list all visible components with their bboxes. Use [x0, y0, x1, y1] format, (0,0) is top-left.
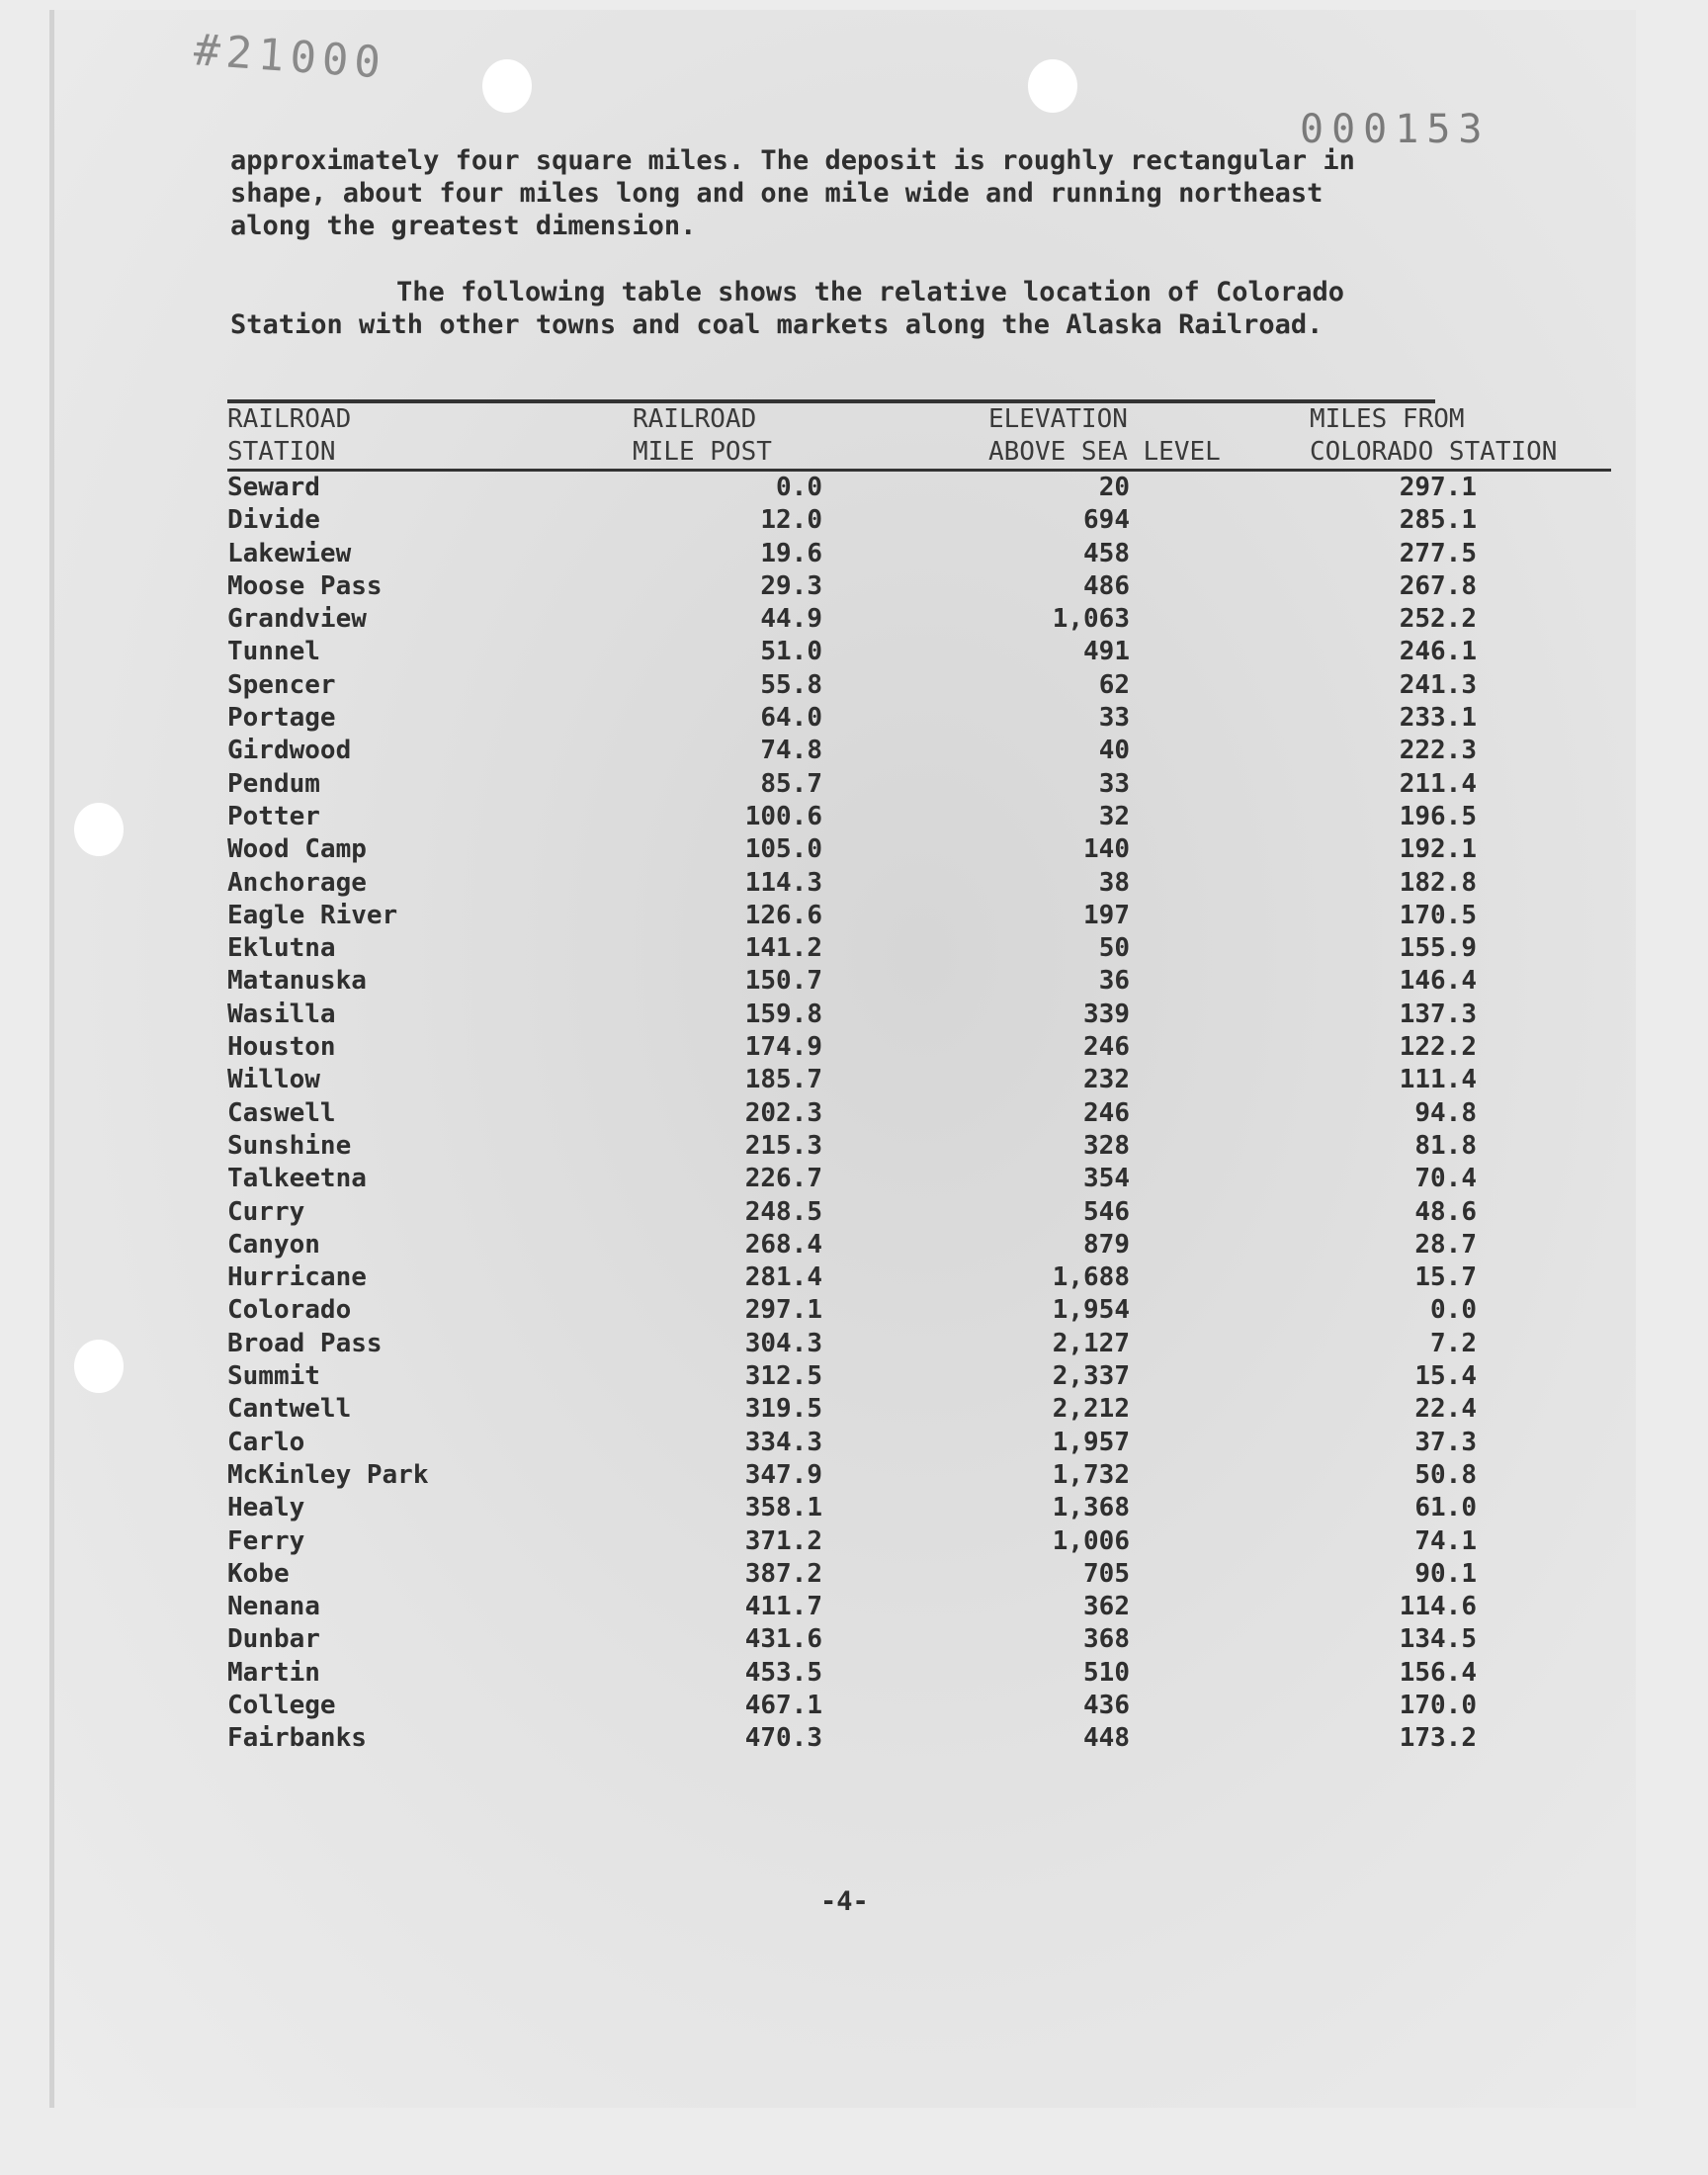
station-cell: Eklutna	[227, 933, 336, 964]
table-row	[227, 833, 1611, 866]
mile-post-cell: 74.8	[760, 736, 822, 766]
table-row	[227, 932, 1611, 965]
station-cell: Canyon	[227, 1229, 320, 1260]
miles-from-cell: 94.8	[1414, 1097, 1477, 1128]
mile-post-cell: 411.7	[744, 1592, 822, 1622]
mile-post-cell: 0.0	[776, 473, 822, 502]
table-row	[227, 1130, 1611, 1163]
table-intro-paragraph: The following table shows the relative location of Colorado Station with other towns and coal markets along the Alaska Railroad.	[230, 277, 1345, 340]
table-row	[227, 1163, 1611, 1195]
header-elevation-line2: ABOVE SEA LEVEL	[988, 437, 1221, 467]
miles-from-cell: 222.3	[1399, 736, 1477, 766]
miles-from-cell: 90.1	[1414, 1558, 1477, 1589]
elevation-cell: 246	[1083, 1032, 1130, 1063]
station-cell: Willow	[227, 1065, 320, 1095]
elevation-cell: 33	[1098, 703, 1130, 734]
station-cell: Caswell	[227, 1097, 336, 1128]
station-table-container	[227, 399, 1558, 1756]
miles-from-cell: 48.6	[1414, 1196, 1477, 1227]
elevation-cell: 510	[1083, 1657, 1130, 1688]
mile-post-cell: 19.6	[760, 538, 822, 568]
miles-from-cell: 170.5	[1399, 900, 1477, 930]
miles-from-cell: 134.5	[1399, 1624, 1477, 1655]
station-cell: Kobe	[227, 1558, 290, 1589]
mile-post-cell: 64.0	[760, 703, 822, 734]
elevation-cell: 20	[1098, 473, 1130, 502]
station-cell: Seward	[227, 473, 320, 502]
mile-post-cell: 44.9	[760, 604, 822, 635]
elevation-cell: 36	[1098, 966, 1130, 997]
punch-hole-top-left	[482, 59, 532, 113]
mile-post-cell: 141.2	[744, 933, 822, 964]
mile-post-cell: 387.2	[744, 1558, 822, 1589]
station-cell: Pendum	[227, 768, 320, 799]
header-mile-post-line2: MILE POST	[633, 437, 772, 467]
elevation-cell: 246	[1083, 1097, 1130, 1128]
table-row	[227, 1722, 1611, 1755]
station-cell: Carlo	[227, 1427, 305, 1457]
table-body	[227, 469, 1611, 1756]
mile-post-cell: 467.1	[744, 1690, 822, 1720]
mile-post-cell: 55.8	[760, 669, 822, 700]
page-number: -4-	[820, 1886, 869, 1917]
header-elevation	[901, 403, 1253, 469]
station-cell: Hurricane	[227, 1262, 367, 1293]
elevation-cell: 694	[1083, 505, 1130, 536]
header-miles-from	[1253, 403, 1611, 469]
table-row	[227, 1558, 1611, 1591]
header-station-line1: RAILROAD	[227, 404, 352, 434]
miles-from-cell: 114.6	[1399, 1592, 1477, 1622]
miles-from-cell: 170.0	[1399, 1690, 1477, 1720]
table-row	[227, 504, 1611, 537]
station-cell: Eagle River	[227, 900, 398, 930]
table-row	[227, 472, 1611, 504]
table-row	[227, 1427, 1611, 1459]
table-row	[227, 1328, 1611, 1360]
miles-from-cell: 211.4	[1399, 768, 1477, 799]
table-row	[227, 1360, 1611, 1393]
mile-post-cell: 159.8	[744, 999, 822, 1029]
elevation-cell: 62	[1098, 669, 1130, 700]
elevation-cell: 50	[1098, 933, 1130, 964]
station-cell: Spencer	[227, 669, 336, 700]
station-cell: Fairbanks	[227, 1723, 367, 1754]
table-row	[227, 999, 1611, 1031]
elevation-cell: 1,063	[1052, 604, 1130, 635]
elevation-cell: 546	[1083, 1196, 1130, 1227]
mile-post-cell: 126.6	[744, 900, 822, 930]
table-row	[227, 1229, 1611, 1262]
miles-from-cell: 277.5	[1399, 538, 1477, 568]
punch-hole-top-right	[1028, 59, 1077, 113]
table-row	[227, 1492, 1611, 1524]
elevation-cell: 458	[1083, 538, 1130, 568]
table-row	[227, 1262, 1611, 1294]
header-mile-post	[544, 403, 901, 469]
miles-from-cell: 7.2	[1430, 1328, 1477, 1358]
miles-from-cell: 285.1	[1399, 505, 1477, 536]
mile-post-cell: 281.4	[744, 1262, 822, 1293]
elevation-cell: 448	[1083, 1723, 1130, 1754]
miles-from-cell: 50.8	[1414, 1459, 1477, 1490]
miles-from-cell: 15.7	[1414, 1262, 1477, 1293]
elevation-cell: 1,006	[1052, 1525, 1130, 1556]
mile-post-cell: 215.3	[744, 1130, 822, 1161]
elevation-cell: 2,337	[1052, 1361, 1130, 1392]
miles-from-cell: 81.8	[1414, 1130, 1477, 1161]
miles-from-cell: 173.2	[1399, 1723, 1477, 1754]
header-miles-from-line1: MILES FROM	[1310, 404, 1465, 434]
table-row	[227, 1591, 1611, 1623]
station-cell: College	[227, 1690, 336, 1720]
miles-from-cell: 252.2	[1399, 604, 1477, 635]
elevation-cell: 2,127	[1052, 1328, 1130, 1358]
document-stamp-number: 000153	[1300, 107, 1491, 152]
mile-post-cell: 453.5	[744, 1657, 822, 1688]
station-cell: Sunshine	[227, 1130, 352, 1161]
mile-post-cell: 185.7	[744, 1065, 822, 1095]
miles-from-cell: 37.3	[1414, 1427, 1477, 1457]
station-cell: Cantwell	[227, 1394, 352, 1425]
elevation-cell: 339	[1083, 999, 1130, 1029]
elevation-cell: 1,732	[1052, 1459, 1130, 1490]
station-cell: Houston	[227, 1032, 336, 1063]
elevation-cell: 436	[1083, 1690, 1130, 1720]
miles-from-cell: 241.3	[1399, 669, 1477, 700]
mile-post-cell: 358.1	[744, 1493, 822, 1523]
elevation-cell: 140	[1083, 834, 1130, 865]
elevation-cell: 1,957	[1052, 1427, 1130, 1457]
table-row	[227, 538, 1611, 570]
elevation-cell: 705	[1083, 1558, 1130, 1589]
header-miles-from-line2: COLORADO STATION	[1310, 437, 1558, 467]
station-cell: Healy	[227, 1493, 305, 1523]
table-row	[227, 1196, 1611, 1229]
miles-from-cell: 61.0	[1414, 1493, 1477, 1523]
miles-from-cell: 22.4	[1414, 1394, 1477, 1425]
table-row	[227, 1031, 1611, 1064]
mile-post-cell: 202.3	[744, 1097, 822, 1128]
mile-post-cell: 248.5	[744, 1196, 822, 1227]
elevation-cell: 32	[1098, 801, 1130, 831]
station-cell: Matanuska	[227, 966, 367, 997]
miles-from-cell: 246.1	[1399, 637, 1477, 667]
mile-post-cell: 174.9	[744, 1032, 822, 1063]
intro-paragraph: approximately four square miles. The deposit is roughly rectangular in shape, about four miles long and one mile wide and running northeast along the greatest dimension.	[230, 145, 1355, 241]
mile-post-cell: 371.2	[744, 1525, 822, 1556]
station-cell: Divide	[227, 505, 320, 536]
table-row	[227, 702, 1611, 735]
elevation-cell: 879	[1083, 1229, 1130, 1260]
header-station-line2: STATION	[227, 437, 336, 467]
header-mile-post-line1: RAILROAD	[633, 404, 757, 434]
miles-from-cell: 70.4	[1414, 1164, 1477, 1194]
station-cell: Dunbar	[227, 1624, 320, 1655]
station-cell: Anchorage	[227, 867, 367, 898]
mile-post-cell: 334.3	[744, 1427, 822, 1457]
table-row	[227, 1064, 1611, 1096]
elevation-cell: 368	[1083, 1624, 1130, 1655]
elevation-cell: 1,954	[1052, 1295, 1130, 1326]
mile-post-cell: 150.7	[744, 966, 822, 997]
station-cell: Grandview	[227, 604, 367, 635]
mile-post-cell: 114.3	[744, 867, 822, 898]
header-elevation-line1: ELEVATION	[988, 404, 1128, 434]
table-row	[227, 570, 1611, 603]
mile-post-cell: 105.0	[744, 834, 822, 865]
miles-from-cell: 0.0	[1430, 1295, 1477, 1326]
station-cell: Potter	[227, 801, 320, 831]
miles-from-cell: 196.5	[1399, 801, 1477, 831]
station-cell: Portage	[227, 703, 336, 734]
table-row	[227, 1097, 1611, 1130]
miles-from-cell: 146.4	[1399, 966, 1477, 997]
table-row	[227, 669, 1611, 702]
handwritten-number: #21000	[192, 25, 388, 89]
elevation-cell: 38	[1098, 867, 1130, 898]
table-row	[227, 867, 1611, 900]
table-row	[227, 636, 1611, 668]
table-row	[227, 1393, 1611, 1426]
page-edge	[49, 10, 54, 2108]
miles-from-cell: 156.4	[1399, 1657, 1477, 1688]
table-row	[227, 768, 1611, 801]
table-row	[227, 1690, 1611, 1722]
mile-post-cell: 431.6	[744, 1624, 822, 1655]
mile-post-cell: 100.6	[744, 801, 822, 831]
station-cell: Moose Pass	[227, 570, 383, 601]
miles-from-cell: 297.1	[1399, 473, 1477, 502]
elevation-cell: 328	[1083, 1130, 1130, 1161]
mile-post-cell: 319.5	[744, 1394, 822, 1425]
miles-from-cell: 233.1	[1399, 703, 1477, 734]
table-row	[227, 1657, 1611, 1690]
table-row	[227, 1459, 1611, 1492]
elevation-cell: 486	[1083, 570, 1130, 601]
miles-from-cell: 74.1	[1414, 1525, 1477, 1556]
station-cell: Summit	[227, 1361, 320, 1392]
miles-from-cell: 192.1	[1399, 834, 1477, 865]
elevation-cell: 491	[1083, 637, 1130, 667]
station-cell: Nenana	[227, 1592, 320, 1622]
mile-post-cell: 297.1	[744, 1295, 822, 1326]
station-cell: Wood Camp	[227, 834, 367, 865]
station-cell: Martin	[227, 1657, 320, 1688]
elevation-cell: 33	[1098, 768, 1130, 799]
header-station	[227, 403, 544, 469]
elevation-cell: 1,368	[1052, 1493, 1130, 1523]
station-cell: Ferry	[227, 1525, 305, 1556]
station-cell: McKinley Park	[227, 1459, 429, 1490]
miles-from-cell: 111.4	[1399, 1065, 1477, 1095]
station-cell: Colorado	[227, 1295, 352, 1326]
table-row	[227, 735, 1611, 767]
station-cell: Broad Pass	[227, 1328, 383, 1358]
elevation-cell: 197	[1083, 900, 1130, 930]
mile-post-cell: 51.0	[760, 637, 822, 667]
station-cell: Wasilla	[227, 999, 336, 1029]
table-row	[227, 965, 1611, 998]
station-cell: Curry	[227, 1196, 305, 1227]
table-row	[227, 1294, 1611, 1327]
elevation-cell: 362	[1083, 1592, 1130, 1622]
mile-post-cell: 312.5	[744, 1361, 822, 1392]
station-table	[227, 403, 1611, 1756]
table-row	[227, 603, 1611, 636]
mile-post-cell: 29.3	[760, 570, 822, 601]
elevation-cell: 1,688	[1052, 1262, 1130, 1293]
mile-post-cell: 85.7	[760, 768, 822, 799]
miles-from-cell: 15.4	[1414, 1361, 1477, 1392]
mile-post-cell: 226.7	[744, 1164, 822, 1194]
miles-from-cell: 137.3	[1399, 999, 1477, 1029]
mile-post-cell: 347.9	[744, 1459, 822, 1490]
miles-from-cell: 267.8	[1399, 570, 1477, 601]
mile-post-cell: 268.4	[744, 1229, 822, 1260]
station-cell: Lakewiew	[227, 538, 352, 568]
miles-from-cell: 155.9	[1399, 933, 1477, 964]
elevation-cell: 354	[1083, 1164, 1130, 1194]
miles-from-cell: 182.8	[1399, 867, 1477, 898]
table-row	[227, 801, 1611, 833]
table-header-row	[227, 403, 1611, 469]
mile-post-cell: 470.3	[744, 1723, 822, 1754]
station-cell: Girdwood	[227, 736, 352, 766]
table-row	[227, 900, 1611, 932]
elevation-cell: 232	[1083, 1065, 1130, 1095]
mile-post-cell: 12.0	[760, 505, 822, 536]
mile-post-cell: 304.3	[744, 1328, 822, 1358]
station-cell: Tunnel	[227, 637, 320, 667]
elevation-cell: 40	[1098, 736, 1130, 766]
punch-hole-left-upper	[74, 803, 124, 856]
station-cell: Talkeetna	[227, 1164, 367, 1194]
punch-hole-left-lower	[74, 1340, 124, 1393]
elevation-cell: 2,212	[1052, 1394, 1130, 1425]
table-row	[227, 1623, 1611, 1656]
table-row	[227, 1525, 1611, 1558]
miles-from-cell: 28.7	[1414, 1229, 1477, 1260]
miles-from-cell: 122.2	[1399, 1032, 1477, 1063]
